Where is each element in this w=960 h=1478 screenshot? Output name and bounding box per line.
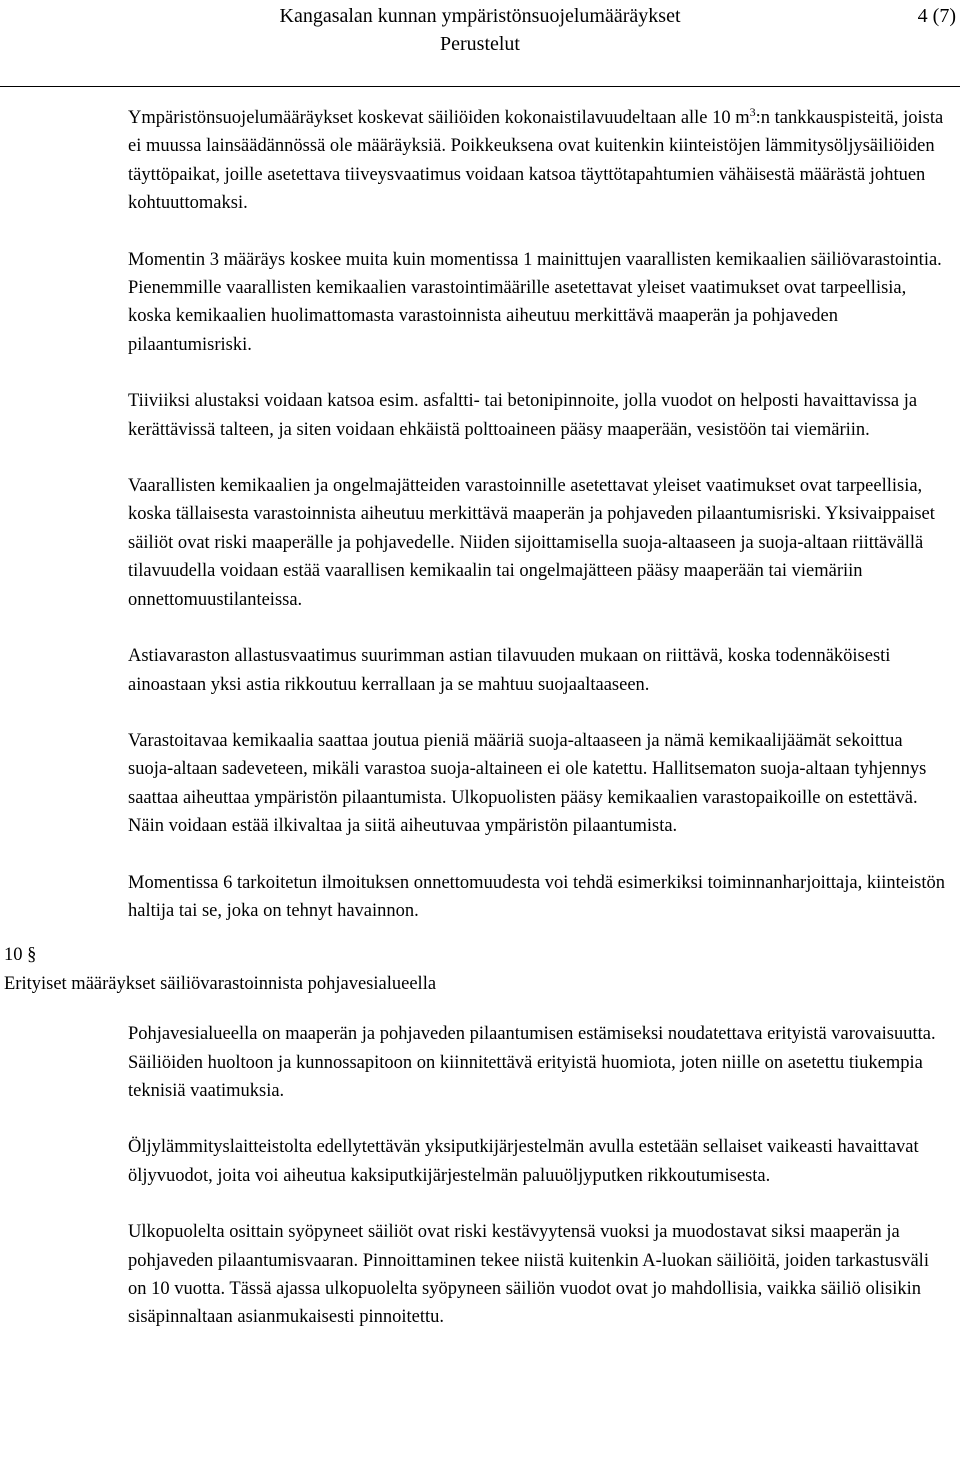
section-number: 10 §: [4, 945, 37, 966]
paragraph-syopyneet-sailiot: Ulkopuolelta osittain syöpyneet säiliöt ovat riski kestävyytensä vuoksi ja muodostavat siksi maaperän ja pohjaveden pilaantumisvaaran. Pinnoittaminen tekee niistä kuitenkin A-luokan säiliöitä, joiden tarkastusväli on 10 vuotta. Tässä ajassa ulkopuolelta syöpyneen säiliön vuodot ovat jo mahdollisia, vaikka säiliö olisikin sisäpinnaltaan asianmukaisesti pinnoitettu.: [128, 1222, 929, 1328]
paragraph-momentti-3: Momentin 3 määräys koskee muita kuin momentissa 1 mainittujen vaarallisten kemikaalien säiliövarastointia. Pienemmille vaarallisten kemikaalien varastointimäärille asetettavat yleiset vaatimukset ovat tarpeellisia, koska kemikaalien huolimattomasta varastoinnista aiheutuu merkittävä maaperän ja pohjaveden pilaantumisriski.: [128, 249, 942, 355]
document-body: [0, 104, 960, 1332]
superscript: 3: [749, 104, 756, 119]
paragraph-tiivis-alusta: Tiiviiksi alustaksi voidaan katsoa esim. asfaltti- tai betonipinnoite, jolla vuodot on helposti havaittavissa ja kerättävissä talteen, ja siten voidaan ehkäistä polttoaineen pääsy maaperään, vesistöön tai viemäriin.: [128, 391, 918, 440]
section-title: Erityiset määräykset säiliövarastoinnista pohjavesialueella: [4, 973, 437, 994]
paragraph-tankkauspisteet: [128, 104, 948, 218]
page-header: [0, 2, 960, 62]
page-number: 4 (7): [917, 5, 956, 27]
document-title: Kangasalan kunnan ympäristönsuojelumääräykset: [279, 5, 681, 27]
paragraph-pohjavesialue: Pohjavesialueella on maaperän ja pohjaveden pilaantumisen estämiseksi noudatettava erityistä varovaisuutta. Säiliöiden huoltoon ja kunnossapitoon on kiinnitettävä erityistä huomiota, joten niille on asetettu tiukempia teknisiä vaatimuksia.: [128, 1024, 936, 1101]
paragraph-momentti-6: Momentissa 6 tarkoitetun ilmoituksen onnettomuudesta voi tehdä esimerkiksi toiminnanharjoittaja, kiinteistön haltija tai se, joka on tehnyt havainnon.: [128, 872, 945, 921]
paragraph-text: Ympäristönsuojelumääräykset koskevat säiliöiden kokonaistilavuudeltaan alle 10 m: [128, 108, 750, 128]
paragraph-yksiputkijarjestelma: Öljylämmityslaitteistolta edellytettävän yksiputkijärjestelmän avulla estetään sellaiset vaikeasti havaittavat öljyvuodot, joita voi aiheutua kaksiputkijärjestelmän paluuöljyputken rikkoutumisesta.: [128, 1137, 919, 1186]
header-divider: [0, 86, 960, 87]
paragraph-vaaralliset-kemikaalit: Vaarallisten kemikaalien ja ongelmajätteiden varastoinnille asetettavat yleiset vaatimukset ovat tarpeellisia, koska tällaisesta varastoinnista aiheutuu merkittävä maaperän ja pohjaveden pilaantumisriski. Yksivaippaiset säiliöt ovat riski maaperälle ja pohjavedelle. Niiden sijoittamisella suoja-altaaseen ja suoja-altaan riittävällä tilavuudella voidaan estää vaarallisen kemikaalin tai ongelmajätteen pääsy maaperään tai viemäriin onnettomuustilanteissa.: [128, 476, 935, 610]
document-subtitle: Perustelut: [440, 33, 520, 55]
paragraph-suoja-allas: Varastoitavaa kemikaalia saattaa joutua pieniä määriä suoja-altaaseen ja nämä kemikaalijäämät sekoittua suoja-altaan sadeveteen, mikäli varastoa suoja-altaineen ei ole katettu. Hallitsematon suoja-altaan tyhjennys saattaa aiheuttaa ympäristön pilaantumista. Ulkopuolisten pääsy kemikaalien varastopaikoille on estettävä. Näin voidaan estää ilkivaltaa ja siitä aiheutuvaa ympäristön pilaantumista.: [128, 730, 927, 837]
paragraph-text: :n tankkauspisteitä, joista ei muussa lainsäädännössä ole määräyksiä. Poikkeuksena ovat kuitenkin kiinteistöjen lämmitysöljysäiliöiden täyttöpaikat, joille asetettava tiiveysvaatimus voidaan katsoa täyttötapahtumien vähäisestä määrästä johtuen kohtuuttomaksi.: [128, 108, 944, 214]
paragraph-astiavarasto: Astiavaraston allastusvaatimus suurimman astian tilavuuden mukaan on riittävä, koska todennäköisesti ainoastaan yksi astia rikkoutuu kerrallaan ja se mahtuu suojaaltaaseen.: [128, 646, 891, 695]
